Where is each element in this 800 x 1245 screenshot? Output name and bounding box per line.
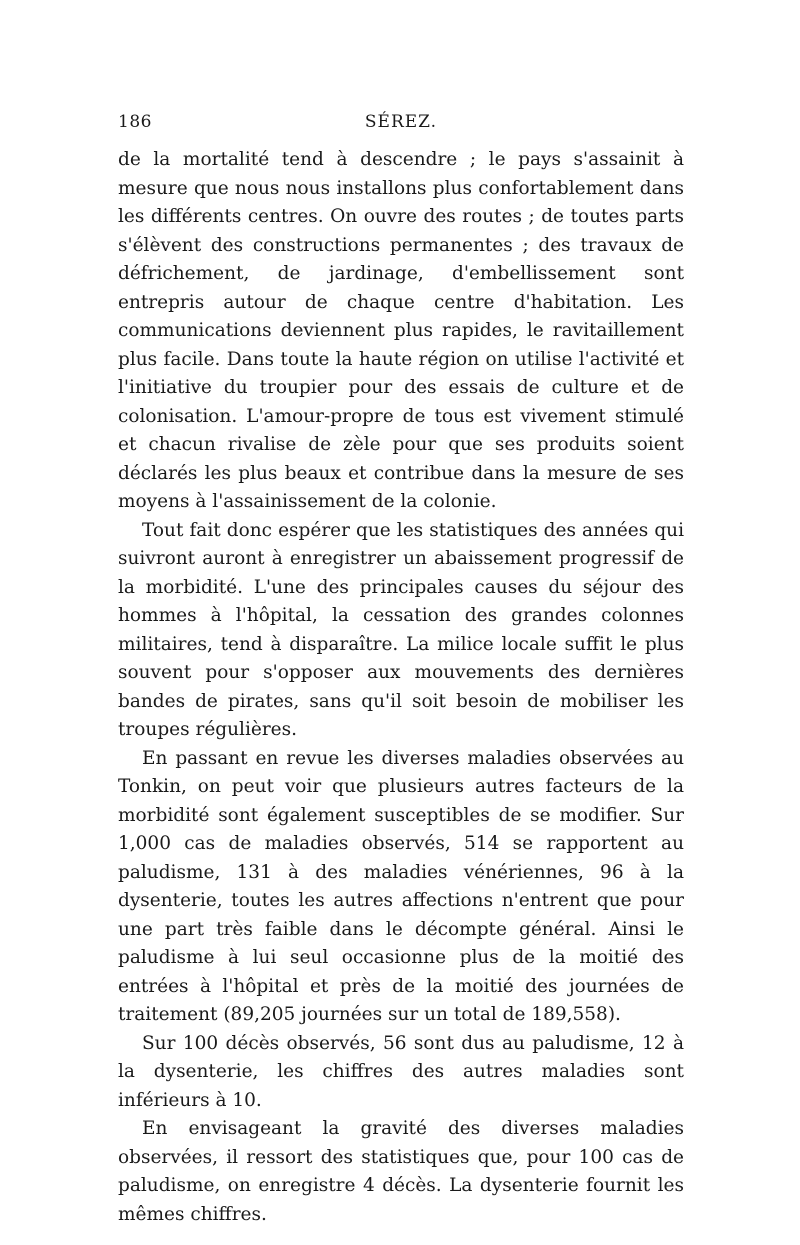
running-title: SÉREZ. <box>364 112 438 132</box>
paragraph-3: En passant en revue les diverses maladies observées au Tonkin, on peut voir que plusieurs autres facteurs de la morbidité sont également susceptibles de se modifier. Sur 1,000 cas de maladies observés, 514 se rapportent au paludisme, 131 à des maladies vénériennes, 96 à la dysenterie, toutes les autres affections n'entrent que pour une part très faible dans le décompte général. Ainsi le paludisme à lui seul occasionne plus de la moitié des entrées à l'hôpital et près de la moitié des journées de traitement (89,205 journées sur un total de 189,558). <box>118 747 684 1025</box>
paragraph-1: de la mortalité tend à descendre ; le pays s'assainit à mesure que nous nous installons plus confortablement dans les différents centres. On ouvre des routes ; de toutes parts s'élèvent des constructions permanentes ; des travaux de défrichement, de jardinage, d'embellissement sont entrepris autour de chaque centre d'habitation. Les communications deviennent plus rapides, le ravitaillement plus facile. Dans toute la haute région on utilise l'activité et l'initiative du troupier pour des essais de culture et de colonisation. L'amour-propre de tous est vivement stimulé et chacun rivalise de zèle pour que ses produits soient déclarés les plus beaux et contribue dans la mesure de ses moyens à l'assainissement de la colonie. <box>118 149 684 512</box>
page-number: 186 <box>118 112 152 132</box>
paragraph-5: En envisageant la gravité des diverses maladies observées, il ressort des statistiques que, pour 100 cas de paludisme, on enregistre 4 décès. La dysenterie fournit les mêmes chiffres. <box>118 1118 684 1225</box>
running-head <box>118 112 684 146</box>
paragraph-4: Sur 100 décès observés, 56 sont dus au paludisme, 12 à la dysenterie, les chiffres des autres maladies sont inférieurs à 10. <box>118 1032 684 1111</box>
book-page <box>118 112 684 1229</box>
paragraph-2: Tout fait donc espérer que les statistiques des années qui suivront auront à enregistrer un abaissement progressif de la morbidité. L'une des principales causes du séjour des hommes à l'hôpital, la cessation des grandes colonnes militaires, tend à disparaître. La milice locale suffit le plus souvent pour s'opposer aux mouvements des dernières bandes de pirates, sans qu'il soit besoin de mobiliser les troupes régulières. <box>118 519 684 740</box>
